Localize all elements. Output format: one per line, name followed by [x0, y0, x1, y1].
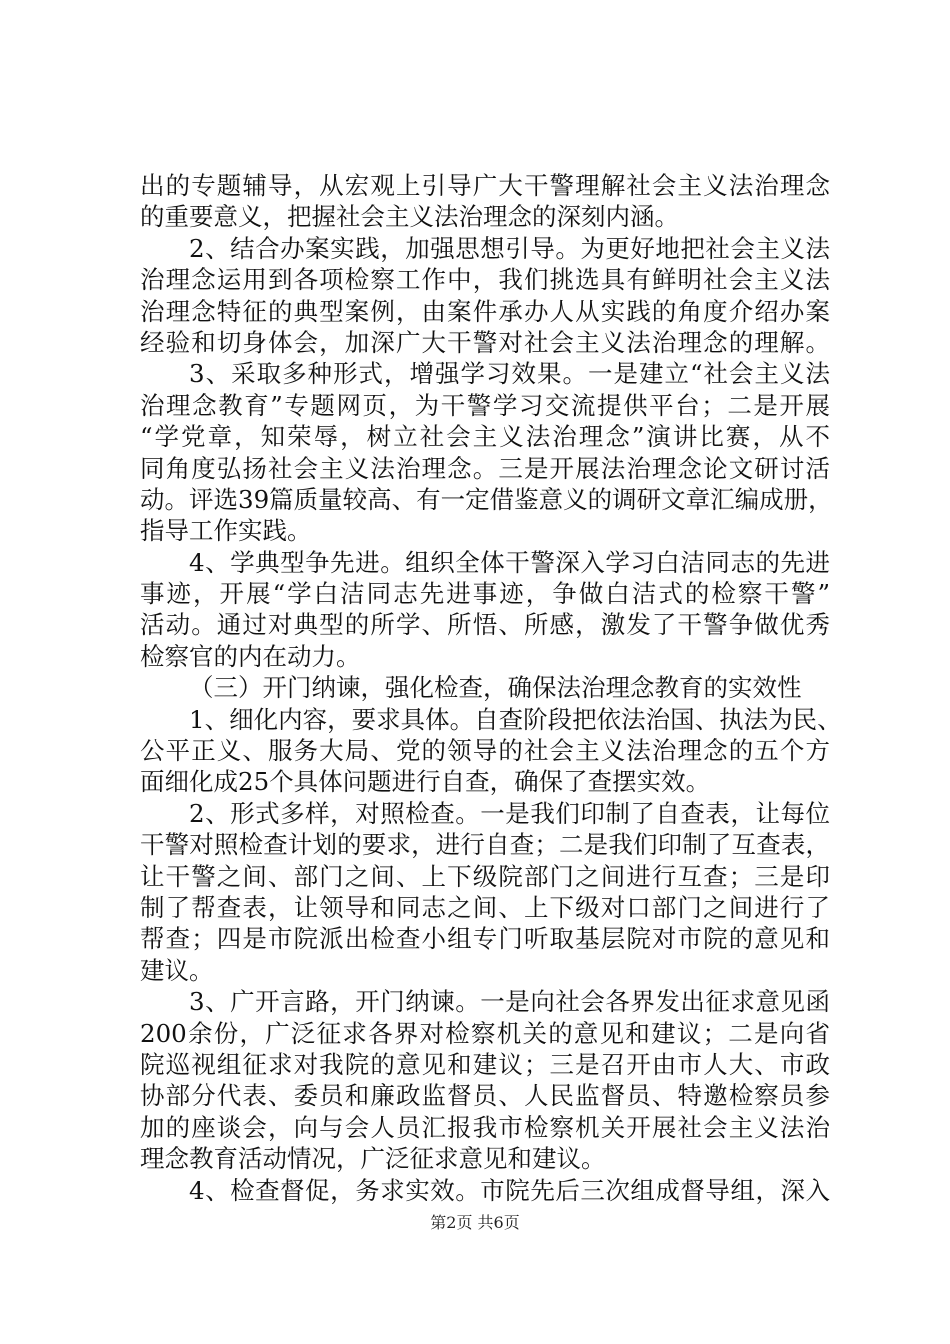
text-line: 经验和切身体会，加深广大干警对社会主义法治理念的理解。	[140, 327, 830, 357]
text-line: 加的座谈会，向与会人员汇报我市检察机关开展社会主义法治	[140, 1112, 830, 1142]
text-line: 院巡视组征求对我院的意见和建议；三是召开由市人大、市政	[140, 1049, 830, 1079]
paragraph-start-line: 2、结合办案实践，加强思想引导。为更好地把社会主义法	[189, 233, 830, 263]
text-line: 治理念特征的典型案例，由案件承办人从实践的角度介绍办案	[140, 296, 830, 326]
text-line: 动。评选39篇质量较高、有一定借鉴意义的调研文章汇编成册，	[140, 484, 833, 514]
text-line: 出的专题辅导，从宏观上引导广大干警理解社会主义法治理念	[140, 171, 830, 200]
text-line: 让干警之间、部门之间、上下级院部门之间进行互查；三是印	[140, 861, 830, 891]
text-line: 建议。	[140, 955, 214, 985]
section-heading: （三）开门纳谏，强化检查，确保法治理念教育的实效性	[189, 673, 802, 703]
text-line: 公平正义、服务大局、党的领导的社会主义法治理念的五个方	[140, 736, 830, 766]
text-line: 的重要意义，把握社会主义法治理念的深刻内涵。	[140, 202, 679, 232]
text-line: 治理念运用到各项检察工作中，我们挑选具有鲜明社会主义法	[140, 265, 830, 295]
text-line: 检察官的内在动力。	[140, 641, 361, 671]
document-body	[140, 170, 842, 1206]
text-line: 同角度弘扬社会主义法治理念。三是开展法治理念论文研讨活	[140, 453, 830, 483]
text-line: 指导工作实践。	[140, 516, 312, 546]
text-line: 事迹，开展“学白洁同志先进事迹，争做白洁式的检察干警”	[140, 579, 830, 609]
text-line: 理念教育活动情况，广泛征求意见和建议。	[140, 1144, 606, 1174]
text-line: 200余份，广泛征求各界对检察机关的意见和建议；二是向省	[140, 1018, 830, 1048]
text-line: 干警对照检查计划的要求，进行自查；二是我们印制了互查表，	[140, 830, 830, 860]
text-line: 帮查；四是市院派出检查小组专门听取基层院对市院的意见和	[140, 924, 830, 954]
text-line: 面细化成25个具体问题进行自查，确保了查摆实效。	[140, 767, 711, 797]
text-line: 活动。通过对典型的所学、所悟、所感，激发了干警争做优秀	[140, 610, 830, 640]
text-line: 制了帮查表，让领导和同志之间、上下级对口部门之间进行了	[140, 892, 830, 922]
paragraph-start-line: 4、学典型争先进。组织全体干警深入学习白洁同志的先进	[189, 547, 830, 577]
text-line: 治理念教育”专题网页，为干警学习交流提供平台；二是开展	[140, 390, 830, 420]
paragraph-start-line: 3、采取多种形式，增强学习效果。一是建立“社会主义法	[189, 359, 830, 389]
paragraph-start-line: 2、形式多样，对照检查。一是我们印制了自查表，让每位	[189, 798, 830, 828]
text-line: 协部分代表、委员和廉政监督员、人民监督员、特邀检察员参	[140, 1081, 830, 1111]
paragraph-start-line: 3、广开言路，开门纳谏。一是向社会各界发出征求意见函	[189, 987, 830, 1017]
page-number-footer: 第2页 共6页	[430, 1213, 520, 1232]
paragraph-start-line: 4、检查督促，务求实效。市院先后三次组成督导组，深入	[189, 1175, 830, 1205]
paragraph-start-line: 1、细化内容，要求具体。自查阶段把依法治国、执法为民、	[189, 704, 842, 734]
text-line: “学党章，知荣辱，树立社会主义法治理念”演讲比赛，从不	[140, 422, 830, 452]
